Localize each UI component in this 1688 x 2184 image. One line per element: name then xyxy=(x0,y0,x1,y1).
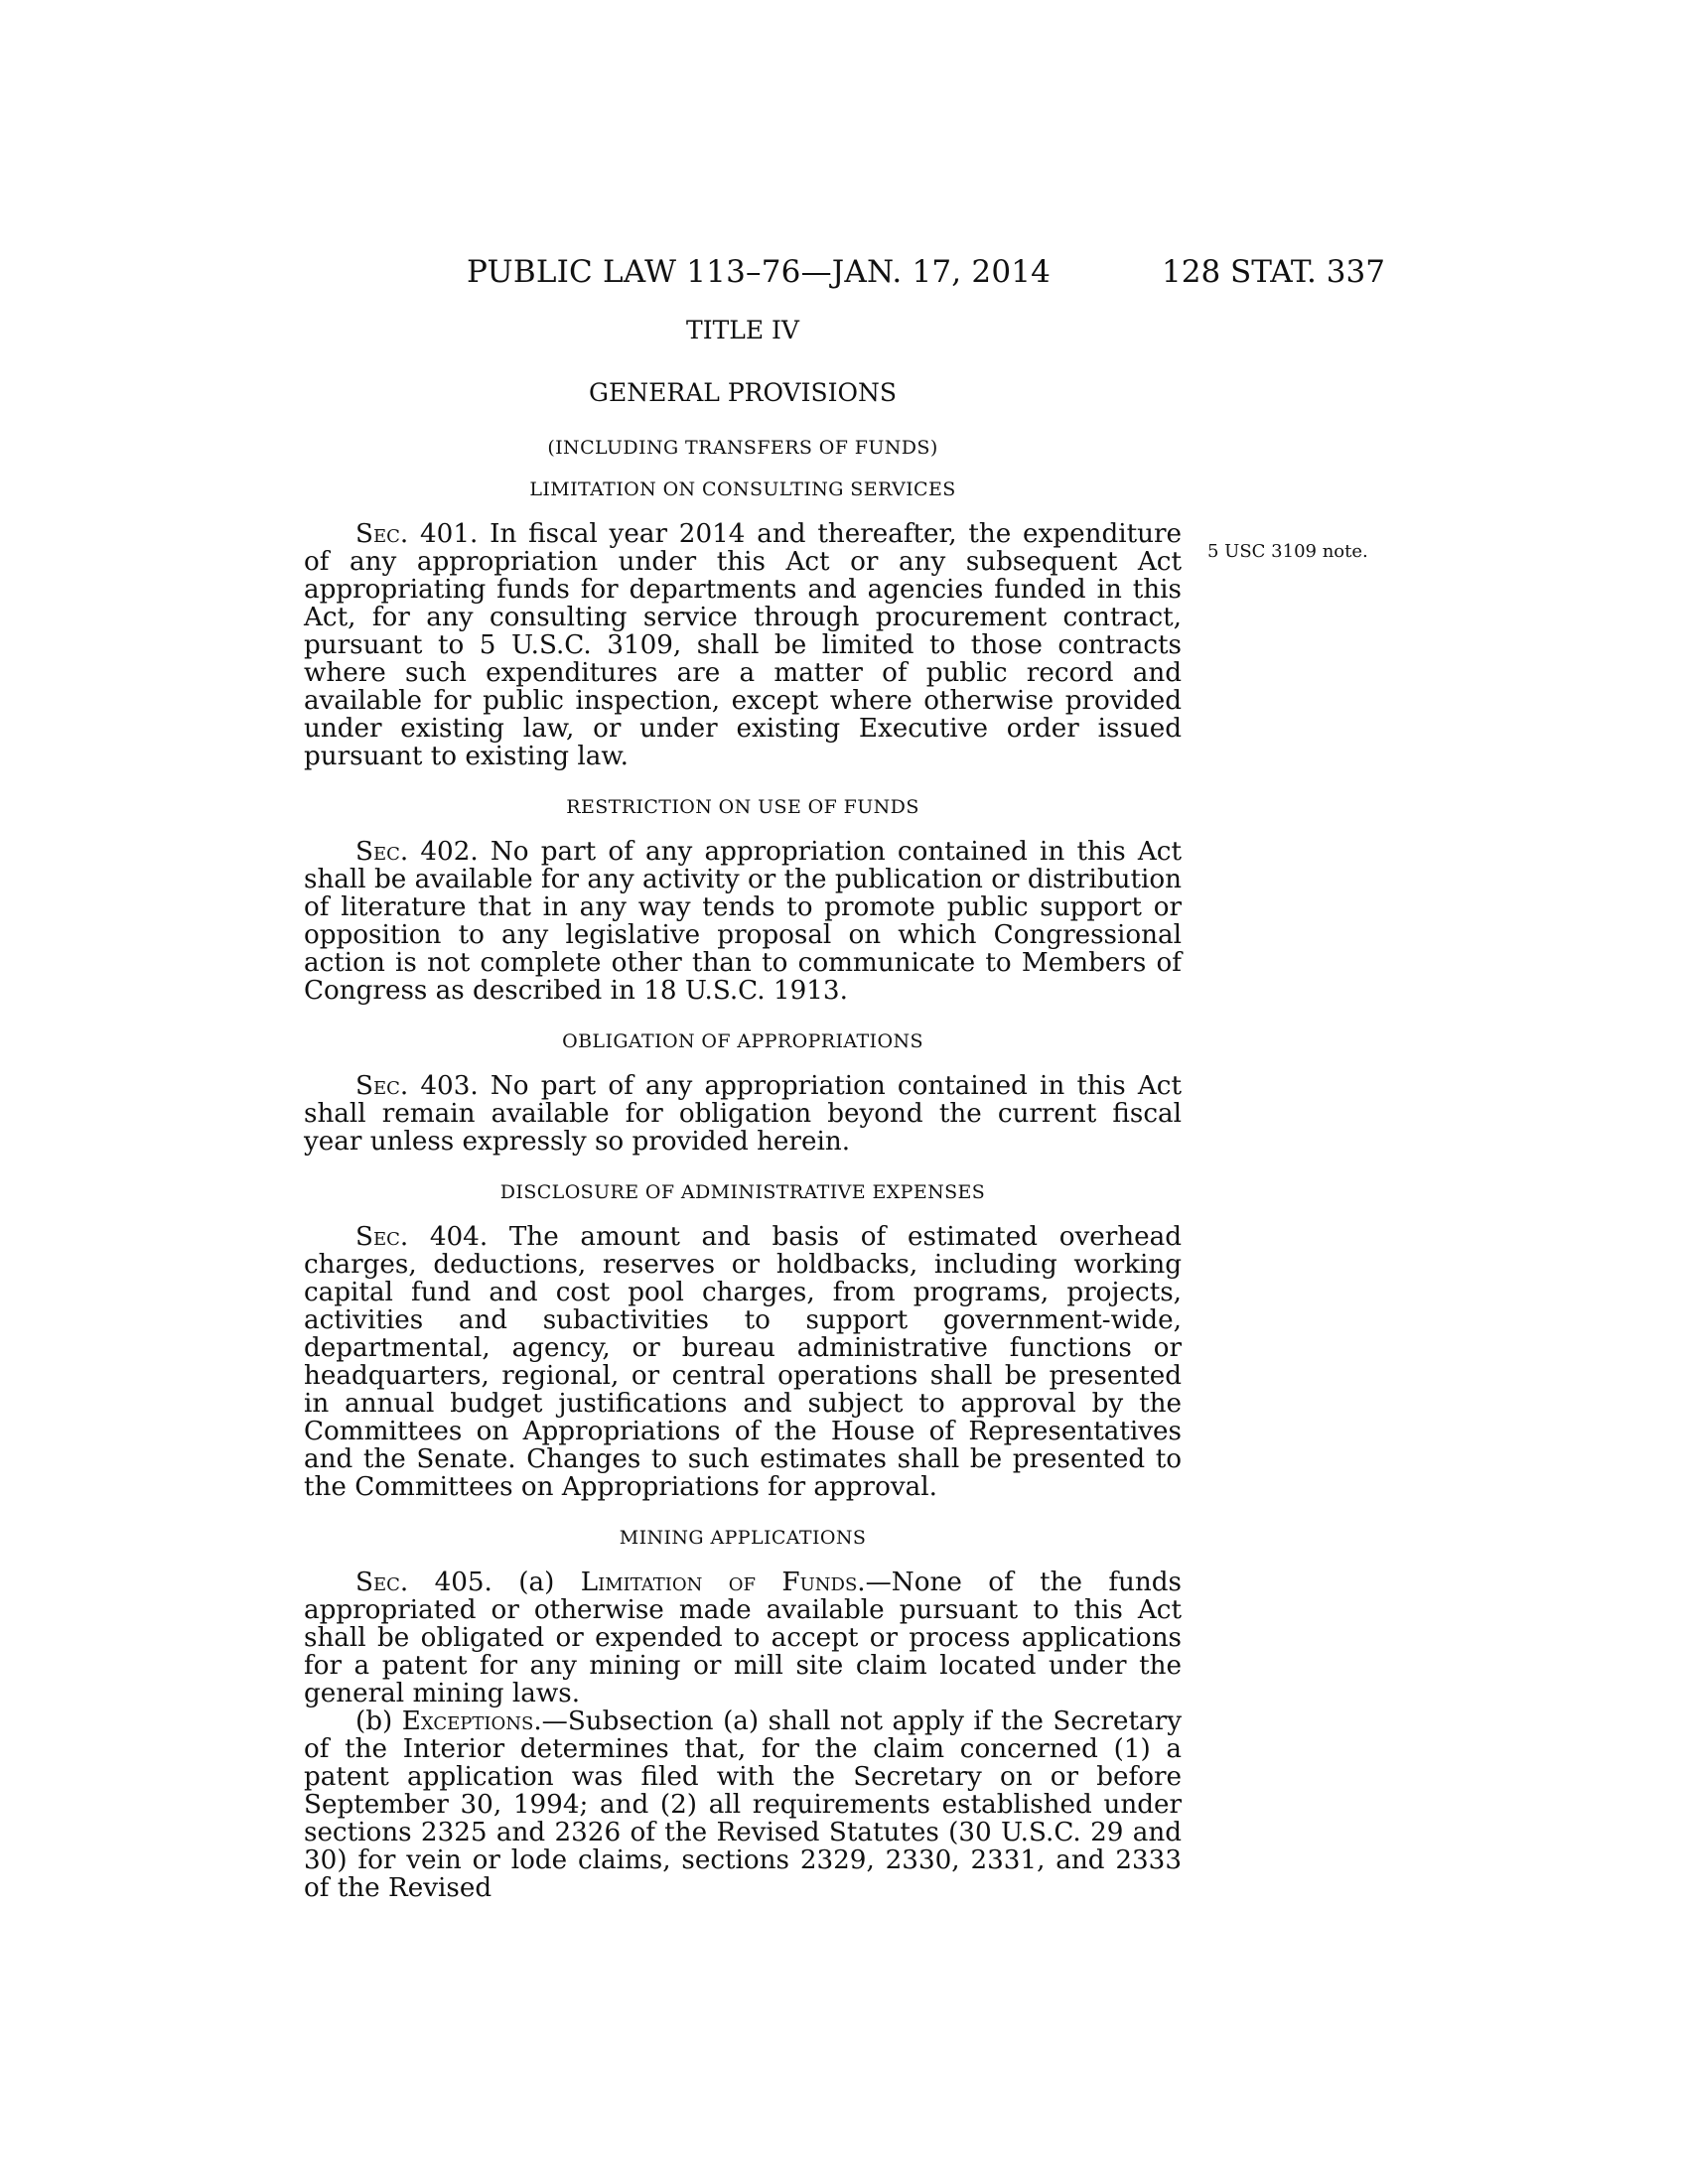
subsection-b-prefix: (b) xyxy=(355,1706,402,1736)
subtitle-note: (INCLUDING TRANSFERS OF FUNDS) xyxy=(547,437,938,459)
section-401-paragraph xyxy=(304,520,1182,770)
section-403-text: No part of any appropriation contained in this Act shall remain available for obligation beyond the current fiscal year unless expressly so provided herein. xyxy=(304,1071,1182,1157)
subsection-b-heading: Exceptions. xyxy=(401,1706,542,1736)
section-label-404: Sec. 404. xyxy=(355,1222,489,1252)
section-label-403: Sec. 403. xyxy=(355,1071,479,1101)
section-404-text: The amount and basis of estimated overhead charges, deductions, reserves or holdbacks, including working capital fund and cost pool charges, from programs, projects, activities and subactivities to support government-wide, departmental, agency, or bureau administrative functions or headquarters, regional, or central operations shall be presented in annual budget justifications and subject to approval by the Committees on Appropriations of the House of Representatives and the Senate. Changes to such estimates shall be presented to the Committees on Appropriations for approval. xyxy=(304,1222,1183,1502)
statute-page-reference: 128 STAT. 337 xyxy=(1162,254,1385,290)
section-label-405: Sec. 405. xyxy=(355,1568,492,1597)
subsection-a-heading: Limitation of Funds. xyxy=(580,1568,866,1597)
section-401-text: In fiscal year 2014 and thereafter, the expenditure of any appropriation under this Act or any subsequent Act appropriating funds for departments and agencies funded in this Act, for any consulting service through procurement contract, pursuant to 5 U.S.C. 3109, shall be limited to those contracts where such expenditures are a matter of public record and available for public inspection, except where otherwise provided under existing law, or under existing Executive order issued pursuant to existing law. xyxy=(304,519,1182,771)
section-label-402: Sec. 402. xyxy=(355,837,479,867)
section-heading-403: OBLIGATION OF APPROPRIATIONS xyxy=(562,1030,923,1052)
section-heading-401: LIMITATION ON CONSULTING SERVICES xyxy=(529,478,956,500)
section-405-prefix: (a) xyxy=(492,1568,581,1597)
running-head: PUBLIC LAW 113–76—JAN. 17, 2014 xyxy=(467,254,1052,290)
subtitle-heading: GENERAL PROVISIONS xyxy=(589,378,897,407)
section-405b-paragraph xyxy=(304,1707,1182,1902)
subsection-a-text: —None of the funds appropriated or otherwise made available pursuant to this Act shall be obligated or expended to accept or process applications for a patent for any mining or mill site claim located under the general mining laws. xyxy=(304,1568,1182,1708)
section-heading-404: DISCLOSURE OF ADMINISTRATIVE EXPENSES xyxy=(499,1181,986,1203)
section-label-401: Sec. 401. xyxy=(355,519,479,549)
section-heading-402: RESTRICTION ON USE OF FUNDS xyxy=(566,796,919,818)
body-column xyxy=(304,316,1182,1902)
subsection-b-text: —Subsection (a) shall not apply if the Secretary of the Interior determines that, for the claim concerned (1) a patent application was filed with the Secretary on or before September 30, 1994; and (2) all requirements established under sections 2325 and 2326 of the Revised Statutes (30 U.S.C. 29 and 30) for vein or lode claims, sections 2329, 2330, 2331, and 2333 of the Revised xyxy=(304,1706,1182,1903)
section-heading-405: MINING APPLICATIONS xyxy=(619,1527,867,1549)
section-405a-paragraph xyxy=(304,1569,1182,1707)
margin-note: 5 USC 3109 note. xyxy=(1207,541,1368,562)
section-402-text: No part of any appropriation contained in this Act shall be available for any activity or the publication or distribution of literature that in any way tends to promote public support or opposition to any legislative proposal on which Congressional action is not complete other than to communicate to Members of Congress as described in 18 U.S.C. 1913. xyxy=(304,837,1182,1006)
section-402-paragraph xyxy=(304,838,1182,1005)
title-heading: TITLE IV xyxy=(686,316,799,344)
section-403-paragraph xyxy=(304,1072,1182,1156)
section-404-paragraph xyxy=(304,1223,1182,1501)
